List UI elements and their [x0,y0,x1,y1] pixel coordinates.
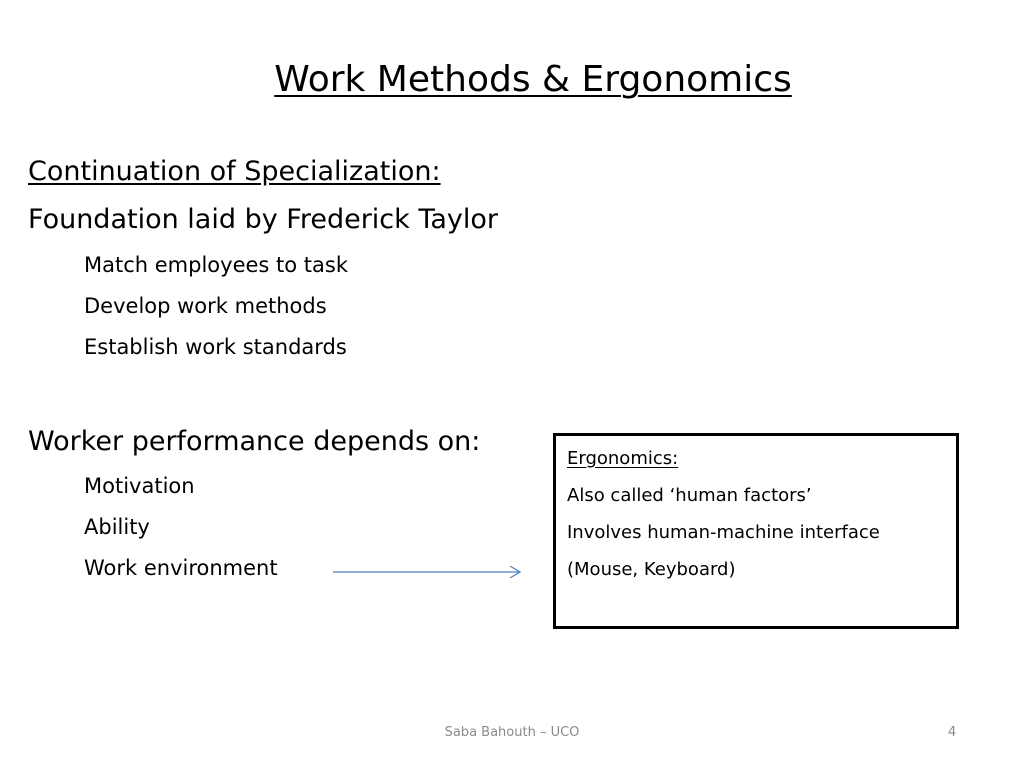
ergonomics-callout-box [553,433,959,629]
list-item-motivation: Motivation [84,474,195,498]
list-item-match-employees: Match employees to task [84,253,348,277]
list-item-establish-standards: Establish work standards [84,335,347,359]
callout-line-human-factors: Also called ‘human factors’ [567,485,812,506]
footer-page-number: 4 [948,725,957,740]
list-item-work-environment: Work environment [84,556,278,580]
performance-heading: Worker performance depends on: [28,426,481,457]
callout-line-examples: (Mouse, Keyboard) [567,559,736,580]
callout-line-interface: Involves human-machine interface [567,522,880,543]
arrow-right-icon [330,564,526,580]
list-item-develop-methods: Develop work methods [84,294,327,318]
callout-heading: Ergonomics: [567,448,679,469]
foundation-text: Foundation laid by Frederick Taylor [28,204,499,235]
list-item-ability: Ability [84,515,150,539]
slide-title: Work Methods & Ergonomics [274,59,792,100]
specialization-heading: Continuation of Specialization: [28,156,441,187]
footer-author: Saba Bahouth – UCO [444,725,580,740]
